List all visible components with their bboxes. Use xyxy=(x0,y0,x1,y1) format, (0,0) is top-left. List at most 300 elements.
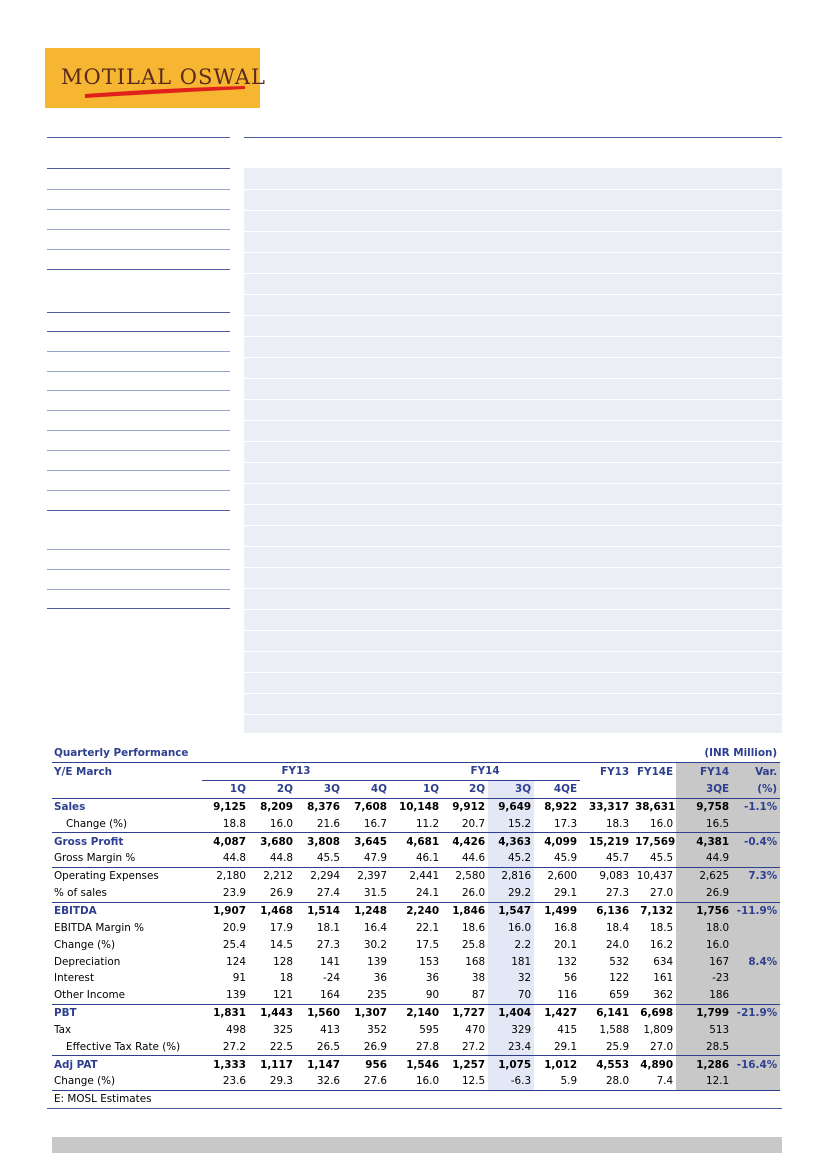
table-cell: 25.4 xyxy=(222,938,246,951)
divider xyxy=(47,371,230,372)
panel-divider xyxy=(244,441,782,442)
table-row xyxy=(52,1022,780,1039)
table-cell xyxy=(732,815,780,832)
table-cell xyxy=(732,885,780,902)
table-unit: (INR Million) xyxy=(704,747,778,760)
table-cell: 23.9 xyxy=(222,887,246,900)
row-label: Interest xyxy=(54,972,95,985)
table-cell: 161 xyxy=(653,972,674,985)
row-label: Tax xyxy=(54,1023,72,1036)
table-cell: 28.0 xyxy=(605,1075,630,1088)
divider xyxy=(47,470,230,471)
table-cell: 27.0 xyxy=(650,1040,674,1053)
table-cell: 21.6 xyxy=(316,817,340,830)
table-cell: 91 xyxy=(232,972,246,985)
table-cell: 3,645 xyxy=(343,833,390,850)
table-cell: 2,441 xyxy=(390,867,442,884)
table-cell: 595 xyxy=(419,1023,440,1036)
motilal-oswal-logo xyxy=(45,48,267,108)
table-cell: 16.0 xyxy=(676,936,732,953)
table-cell: 4,087 xyxy=(202,833,249,850)
table-cell: 3,808 xyxy=(296,833,343,850)
panel-divider xyxy=(244,651,782,652)
panel-divider xyxy=(244,273,782,274)
q-header: 4QE xyxy=(553,783,578,796)
table-row xyxy=(52,1056,780,1073)
row-label: EBITDA xyxy=(52,902,202,919)
divider xyxy=(47,549,230,550)
divider xyxy=(47,351,230,352)
table-cell: 12.1 xyxy=(676,1073,732,1090)
panel-divider xyxy=(244,399,782,400)
table-cell: 20.1 xyxy=(553,938,578,951)
row-label: Gross Profit xyxy=(52,833,202,850)
divider xyxy=(47,569,230,570)
table-cell: 38,631 xyxy=(632,798,676,815)
table-cell: 46.1 xyxy=(415,852,440,865)
table-row xyxy=(52,798,780,815)
table-cell: 15.2 xyxy=(488,815,534,832)
q-header: 2Q xyxy=(469,783,486,796)
row-label: % of sales xyxy=(54,887,107,900)
table-cell: 26.9 xyxy=(676,885,732,902)
table-cell: -23 xyxy=(676,970,732,987)
table-cell: 45.7 xyxy=(605,852,630,865)
table-row xyxy=(52,1073,780,1090)
table-cell: 29.1 xyxy=(553,887,578,900)
table-cell: 26.5 xyxy=(316,1040,340,1053)
table-cell: 1,248 xyxy=(343,902,390,919)
group-fy13: FY13 xyxy=(202,762,390,780)
table-cell: 22.1 xyxy=(415,921,440,934)
col-pct: (%) xyxy=(732,780,780,798)
table-cell: 27.8 xyxy=(415,1040,440,1053)
footnote: E: MOSL Estimates xyxy=(52,1090,780,1107)
table-cell: 1,117 xyxy=(249,1056,296,1073)
table-cell: 132 xyxy=(557,955,578,968)
table-cell xyxy=(732,919,780,936)
table-cell: 18 xyxy=(279,972,293,985)
col-fy13: FY13 xyxy=(580,762,632,780)
table-cell: 45.5 xyxy=(316,852,340,865)
table-cell xyxy=(732,987,780,1004)
table-cell: 352 xyxy=(367,1023,387,1036)
q-header: 2Q xyxy=(276,783,293,796)
panel-divider xyxy=(244,483,782,484)
table-cell: 17,569 xyxy=(632,833,676,850)
table-cell: 20.7 xyxy=(461,817,486,830)
q-header: 1Q xyxy=(229,783,246,796)
table-cell xyxy=(732,1073,780,1090)
table-cell: 1,546 xyxy=(390,1056,442,1073)
panel-divider xyxy=(244,252,782,253)
table-cell: 956 xyxy=(343,1056,390,1073)
table-cell: 6,136 xyxy=(580,902,632,919)
table-cell xyxy=(732,936,780,953)
quarterly-performance-table xyxy=(52,745,780,1108)
table-cell: 8,376 xyxy=(296,798,343,815)
table-cell: 1,286 xyxy=(676,1056,732,1073)
table-cell: 36 xyxy=(425,972,440,985)
table-cell: 4,426 xyxy=(442,833,488,850)
table-cell: 17.5 xyxy=(415,938,440,951)
table-cell: 1,756 xyxy=(676,902,732,919)
table-cell: 2.2 xyxy=(488,936,534,953)
panel-divider xyxy=(244,714,782,715)
panel-divider xyxy=(244,546,782,547)
table-cell: 17.3 xyxy=(553,817,578,830)
table-cell: 87 xyxy=(471,989,486,1002)
table-cell: 167 xyxy=(676,953,732,970)
row-label: PBT xyxy=(52,1004,202,1021)
divider xyxy=(47,209,230,210)
table-cell: 25.9 xyxy=(605,1040,630,1053)
panel-divider xyxy=(244,315,782,316)
table-cell: 8,922 xyxy=(534,798,580,815)
table-cell: 18.1 xyxy=(316,921,340,934)
table-cell: 2,625 xyxy=(676,867,732,884)
table-cell: 26.9 xyxy=(269,887,293,900)
table-cell: 8,209 xyxy=(249,798,296,815)
table-cell: 45.2 xyxy=(488,850,534,867)
table-cell: 1,560 xyxy=(296,1004,343,1021)
table-cell: 4,381 xyxy=(676,833,732,850)
table-cell: 9,649 xyxy=(488,798,534,815)
table-cell: 1,012 xyxy=(534,1056,580,1073)
table-cell: 16.0 xyxy=(269,817,293,830)
table-cell: 1,404 xyxy=(488,1004,534,1021)
table-cell: 2,180 xyxy=(202,867,249,884)
table-cell: 28.5 xyxy=(676,1038,732,1055)
table-cell: 17.9 xyxy=(269,921,293,934)
table-cell: 164 xyxy=(320,989,340,1002)
table-cell: 128 xyxy=(273,955,293,968)
q-header: 1Q xyxy=(423,783,440,796)
table-cell: 2,816 xyxy=(488,867,534,884)
table-cell: 4,553 xyxy=(580,1056,632,1073)
table-cell: 1,468 xyxy=(249,902,296,919)
table-cell: 1,307 xyxy=(343,1004,390,1021)
table-cell: 139 xyxy=(226,989,246,1002)
table-cell: 10,148 xyxy=(390,798,442,815)
table-cell: 2,600 xyxy=(534,867,580,884)
table-cell: 141 xyxy=(320,955,340,968)
table-cell: 12.5 xyxy=(461,1075,486,1088)
table-cell: 2,580 xyxy=(442,867,488,884)
divider xyxy=(47,269,230,270)
table-cell: 33,317 xyxy=(580,798,632,815)
table-cell: 24.0 xyxy=(605,938,630,951)
panel-divider xyxy=(244,672,782,673)
table-cell: 634 xyxy=(653,955,674,968)
table-cell: 235 xyxy=(367,989,387,1002)
table-cell: 124 xyxy=(226,955,246,968)
table-cell: 27.3 xyxy=(316,938,340,951)
table-cell: 56 xyxy=(563,972,578,985)
divider xyxy=(47,229,230,230)
row-label: Gross Margin % xyxy=(54,852,136,865)
divider xyxy=(47,249,230,250)
table-cell xyxy=(732,1038,780,1055)
row-label: Adj PAT xyxy=(52,1056,202,1073)
table-cell: -0.4% xyxy=(732,833,780,850)
table-cell: 121 xyxy=(273,989,293,1002)
table-cell: 18.3 xyxy=(605,817,630,830)
table-cell: 7,132 xyxy=(632,902,676,919)
table-cell: 36 xyxy=(373,972,387,985)
group-fy14: FY14 xyxy=(390,762,580,780)
table-cell: 16.4 xyxy=(363,921,387,934)
table-row xyxy=(52,815,780,832)
table-cell: -21.9% xyxy=(732,1004,780,1021)
table-cell: 32 xyxy=(488,970,534,987)
table-cell: 1,499 xyxy=(534,902,580,919)
table-cell: 31.5 xyxy=(363,887,387,900)
divider xyxy=(244,137,782,138)
table-cell: 168 xyxy=(465,955,486,968)
table-cell: 26.9 xyxy=(363,1040,387,1053)
table-cell: 1,799 xyxy=(676,1004,732,1021)
table-cell: -1.1% xyxy=(732,798,780,815)
table-cell: -24 xyxy=(323,972,340,985)
table-row xyxy=(52,885,780,902)
table-cell: 2,212 xyxy=(249,867,296,884)
row-label: Effective Tax Rate (%) xyxy=(66,1040,181,1053)
table-cell: 3,680 xyxy=(249,833,296,850)
divider xyxy=(47,168,230,169)
table-cell xyxy=(732,970,780,987)
table-cell: 181 xyxy=(488,953,534,970)
table-cell: 29.1 xyxy=(553,1040,578,1053)
table-cell: 7.3% xyxy=(732,867,780,884)
col-3qe: 3QE xyxy=(676,780,732,798)
table-cell: 6,698 xyxy=(632,1004,676,1021)
table-row xyxy=(52,1038,780,1055)
table-cell xyxy=(732,1022,780,1039)
row-label: Depreciation xyxy=(54,955,121,968)
panel-divider xyxy=(244,609,782,610)
table-cell: 9,758 xyxy=(676,798,732,815)
table-cell: 10,437 xyxy=(632,867,676,884)
ye-label: Y/E March xyxy=(52,762,202,780)
table-cell: 1,727 xyxy=(442,1004,488,1021)
table-cell xyxy=(732,850,780,867)
table-cell: 1,547 xyxy=(488,902,534,919)
table-cell: 659 xyxy=(609,989,630,1002)
panel-divider xyxy=(244,294,782,295)
table-cell: 153 xyxy=(419,955,440,968)
table-cell: 32.6 xyxy=(316,1075,340,1088)
table-cell: 9,083 xyxy=(580,867,632,884)
table-cell: 29.3 xyxy=(269,1075,293,1088)
divider xyxy=(47,430,230,431)
table-cell: 23.6 xyxy=(222,1075,246,1088)
table-cell: 513 xyxy=(676,1022,732,1039)
table-cell: 16.5 xyxy=(676,815,732,832)
table-cell: 7,608 xyxy=(343,798,390,815)
divider xyxy=(47,450,230,451)
divider xyxy=(47,608,230,609)
table-cell: 5.9 xyxy=(560,1075,578,1088)
table-cell: 18.6 xyxy=(461,921,486,934)
table-cell: 47.9 xyxy=(363,852,387,865)
table-cell: 1,809 xyxy=(643,1023,674,1036)
table-cell: 2,294 xyxy=(296,867,343,884)
panel-divider xyxy=(244,420,782,421)
q-header: 3Q xyxy=(488,780,534,798)
table-cell: 1,443 xyxy=(249,1004,296,1021)
table-row xyxy=(52,919,780,936)
table-cell: 1,588 xyxy=(599,1023,630,1036)
panel-divider xyxy=(244,588,782,589)
row-label: Change (%) xyxy=(54,1075,116,1088)
table-cell: 29.2 xyxy=(488,885,534,902)
table-cell: 44.6 xyxy=(461,852,486,865)
table-cell: 2,397 xyxy=(343,867,390,884)
panel-divider xyxy=(244,693,782,694)
row-label: Sales xyxy=(52,798,202,815)
table-cell: -6.3 xyxy=(488,1073,534,1090)
table-cell: 90 xyxy=(425,989,440,1002)
panel-divider xyxy=(244,525,782,526)
table-cell: 498 xyxy=(226,1023,246,1036)
panel-divider xyxy=(244,189,782,190)
table-cell: 18.5 xyxy=(650,921,674,934)
row-label: Operating Expenses xyxy=(52,867,202,884)
table-cell: 116 xyxy=(557,989,578,1002)
row-label: Other Income xyxy=(54,989,126,1002)
table-cell: 16.0 xyxy=(488,919,534,936)
table-cell: 470 xyxy=(465,1023,486,1036)
table-cell: 45.5 xyxy=(650,852,674,865)
table-cell: 23.4 xyxy=(488,1038,534,1055)
table-cell: 30.2 xyxy=(363,938,387,951)
table-cell: 4,681 xyxy=(390,833,442,850)
table-cell: 532 xyxy=(609,955,630,968)
table-cell: 362 xyxy=(653,989,674,1002)
table-cell: 18.4 xyxy=(605,921,630,934)
table-cell: 16.0 xyxy=(415,1075,440,1088)
table-cell: 4,363 xyxy=(488,833,534,850)
table-cell: 16.8 xyxy=(553,921,578,934)
table-row xyxy=(52,902,780,919)
table-cell: 27.2 xyxy=(222,1040,246,1053)
divider xyxy=(47,189,230,190)
table-cell: 16.2 xyxy=(650,938,674,951)
table-cell: 27.2 xyxy=(461,1040,486,1053)
table-cell: 1,075 xyxy=(488,1056,534,1073)
table-row xyxy=(52,987,780,1004)
table-cell: 1,427 xyxy=(534,1004,580,1021)
table-cell: 9,912 xyxy=(442,798,488,815)
table-cell: 1,147 xyxy=(296,1056,343,1073)
divider xyxy=(47,410,230,411)
table-cell: 38 xyxy=(471,972,486,985)
table-cell: 22.5 xyxy=(269,1040,293,1053)
table-cell: 6,141 xyxy=(580,1004,632,1021)
table-cell: 1,907 xyxy=(202,902,249,919)
table-cell: 139 xyxy=(367,955,387,968)
divider xyxy=(47,510,230,511)
table-cell: 1,831 xyxy=(202,1004,249,1021)
divider xyxy=(47,390,230,391)
divider xyxy=(47,312,230,313)
table-cell: 25.8 xyxy=(461,938,486,951)
table-cell: 415 xyxy=(557,1023,578,1036)
table-cell: 7.4 xyxy=(656,1075,674,1088)
panel-divider xyxy=(244,210,782,211)
table-cell: 1,257 xyxy=(442,1056,488,1073)
table-row xyxy=(52,833,780,850)
footer-bar xyxy=(52,1137,782,1153)
table-body xyxy=(52,798,780,1090)
divider xyxy=(47,137,230,138)
table-cell: 27.0 xyxy=(650,887,674,900)
table-title: Quarterly Performance xyxy=(54,747,189,760)
table-cell: 2,140 xyxy=(390,1004,442,1021)
table-cell: 186 xyxy=(676,987,732,1004)
table-cell: 27.4 xyxy=(316,887,340,900)
divider xyxy=(47,1108,782,1109)
table-cell: 4,099 xyxy=(534,833,580,850)
panel-divider xyxy=(244,567,782,568)
table-cell: 24.1 xyxy=(415,887,440,900)
table-cell: 325 xyxy=(273,1023,293,1036)
panel-divider xyxy=(244,504,782,505)
table-row xyxy=(52,953,780,970)
table-row xyxy=(52,936,780,953)
table-cell: 122 xyxy=(609,972,630,985)
table-cell: 44.9 xyxy=(676,850,732,867)
table-cell: 18.0 xyxy=(676,919,732,936)
table-cell: 1,333 xyxy=(202,1056,249,1073)
divider xyxy=(47,589,230,590)
table-cell: 1,514 xyxy=(296,902,343,919)
panel-divider xyxy=(244,462,782,463)
table-cell: 26.0 xyxy=(461,887,486,900)
divider xyxy=(47,331,230,332)
row-label: Change (%) xyxy=(66,817,128,830)
table-cell: 16.7 xyxy=(363,817,387,830)
table-row xyxy=(52,1004,780,1021)
panel-divider xyxy=(244,378,782,379)
panel-divider xyxy=(244,336,782,337)
panel-divider xyxy=(244,231,782,232)
row-label: Change (%) xyxy=(54,938,116,951)
table-cell: 329 xyxy=(488,1022,534,1039)
logo-text: MOTILAL OSWAL xyxy=(61,65,267,89)
table-row xyxy=(52,867,780,884)
table-cell: 9,125 xyxy=(202,798,249,815)
table-cell: 20.9 xyxy=(222,921,246,934)
panel-divider xyxy=(244,630,782,631)
table-row xyxy=(52,850,780,867)
table-cell: 8.4% xyxy=(732,953,780,970)
table-cell: 413 xyxy=(320,1023,340,1036)
panel-divider xyxy=(244,357,782,358)
table-cell: 44.8 xyxy=(222,852,246,865)
q-header: 3Q xyxy=(323,783,340,796)
col-fy14: FY14 xyxy=(676,762,732,780)
table-cell: 14.5 xyxy=(269,938,293,951)
q-header: 4Q xyxy=(370,783,387,796)
table-cell: 45.9 xyxy=(553,852,578,865)
table-cell: 4,890 xyxy=(632,1056,676,1073)
table-cell: -16.4% xyxy=(732,1056,780,1073)
table-cell: 16.0 xyxy=(650,817,674,830)
table-cell: 70 xyxy=(488,987,534,1004)
table-cell: 15,219 xyxy=(580,833,632,850)
